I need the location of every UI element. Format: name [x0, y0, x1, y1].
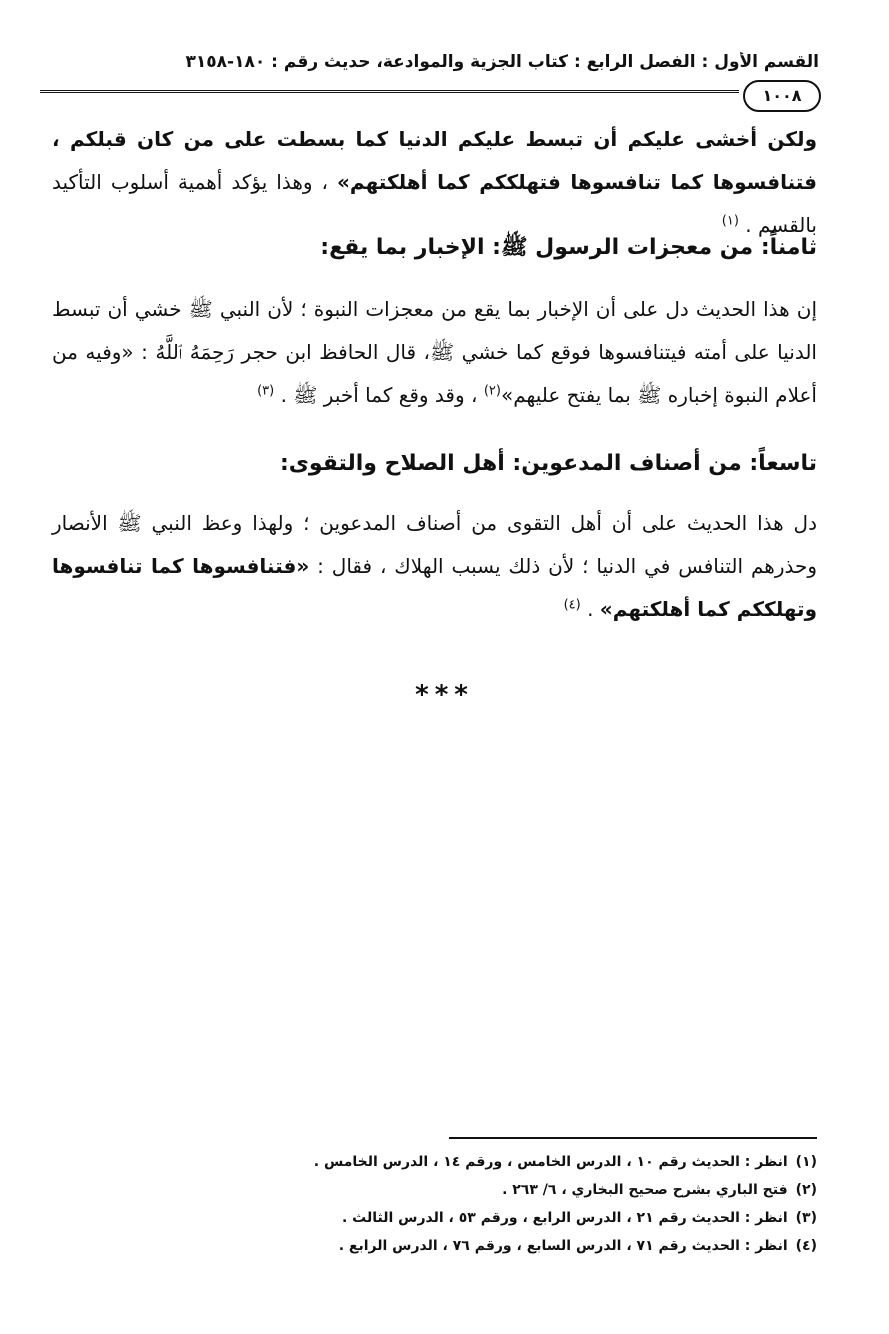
footnote-text: انظر : الحديث رقم ١٠ ، الدرس الخامس ، ورقم ١٤ ، الدرس الخامس . [313, 1154, 788, 1170]
footnote-item [60, 1204, 817, 1232]
section-9-text-2: . [587, 597, 594, 621]
section-8-paragraph [52, 288, 817, 417]
section-9-text-1: دل هذا الحديث على أن أهل التقوى من أصناف المدعوين ؛ ولهذا وعظ النبي ﷺ الأنصار وحذرهم التنافس في الدنيا ؛ لأن ذلك يسبب الهلاك ، فقال : [52, 511, 817, 578]
footnote-text: فتح الباري بشرح صحيح البخاري ، ٦/ ٢٦٣ . [502, 1182, 788, 1198]
footnote-number: (١) [795, 1154, 817, 1170]
section-9-paragraph [52, 502, 817, 631]
footnote-text: انظر : الحديث رقم ٧١ ، الدرس السابع ، ورقم ٧٦ ، الدرس الرابع . [338, 1238, 788, 1254]
section-9-quote: «فتنافسوها كما تنافسوها وتهلككم كما أهلكتهم» [52, 554, 817, 621]
footnote-number: (٣) [795, 1210, 817, 1226]
footnote-number: (٤) [795, 1238, 817, 1254]
footnote-number: (٢) [795, 1182, 817, 1198]
intro-bold-text: ولكن أخشى عليكم أن تبسط عليكم الدنيا كما بسطت على من كان قبلكم ، فتنافسوها كما تنافسوها فتهلككم كما أهلكتهم» [52, 127, 817, 194]
section-8-text-2: ، وقد وقع كما أخبر ﷺ . [280, 383, 478, 407]
intro-normal-text: ، وهذا يؤكد أهمية أسلوب التأكيد بالقسم . [52, 170, 817, 237]
running-header: القسم الأول : الفصل الرابع : كتاب الجزية والموادعة، حديث رقم : ١٨٠-٣١٥٨ [185, 52, 819, 72]
footnote-rule [449, 1137, 817, 1139]
header-double-rule [40, 90, 739, 93]
footnote-ref-1[interactable]: (١) [721, 213, 739, 229]
footnote-item [60, 1232, 817, 1260]
section-8 [52, 228, 817, 417]
footnote-text: انظر : الحديث رقم ٢١ ، الدرس الرابع ، ورقم ٥٣ ، الدرس الثالث . [341, 1210, 788, 1226]
footnote-ref-3[interactable]: (٣) [257, 383, 275, 399]
footnote-item [60, 1148, 817, 1176]
section-8-text-1: إن هذا الحديث دل على أن الإخبار بما يقع من معجزات النبوة ؛ لأن النبي ﷺ خشي أن تبسط الدنيا على أمته فيتنافسوها فوقع كما خشي ﷺ، قال الحافظ ابن حجر رَحِمَهُ ٱللَّهُ : «وفيه من أعلام النبوة إخباره ﷺ بما يفتح عليهم» [52, 297, 817, 407]
footnote-ref-2[interactable]: (٢) [483, 383, 501, 399]
section-9-heading: تاسعاً: من أصناف المدعوين: أهل الصلاح والتقوى: [279, 451, 817, 476]
footnote-item [60, 1176, 817, 1204]
footnotes-list [60, 1148, 817, 1260]
footnote-ref-4[interactable]: (٤) [563, 597, 581, 613]
section-8-heading: ثامناً: من معجزات الرسول ﷺ: الإخبار بما يقع: [320, 235, 817, 260]
section-separator-stars: *** [415, 680, 474, 710]
section-9 [52, 444, 817, 631]
page-number-badge: ١٠٠٨ [743, 80, 821, 112]
